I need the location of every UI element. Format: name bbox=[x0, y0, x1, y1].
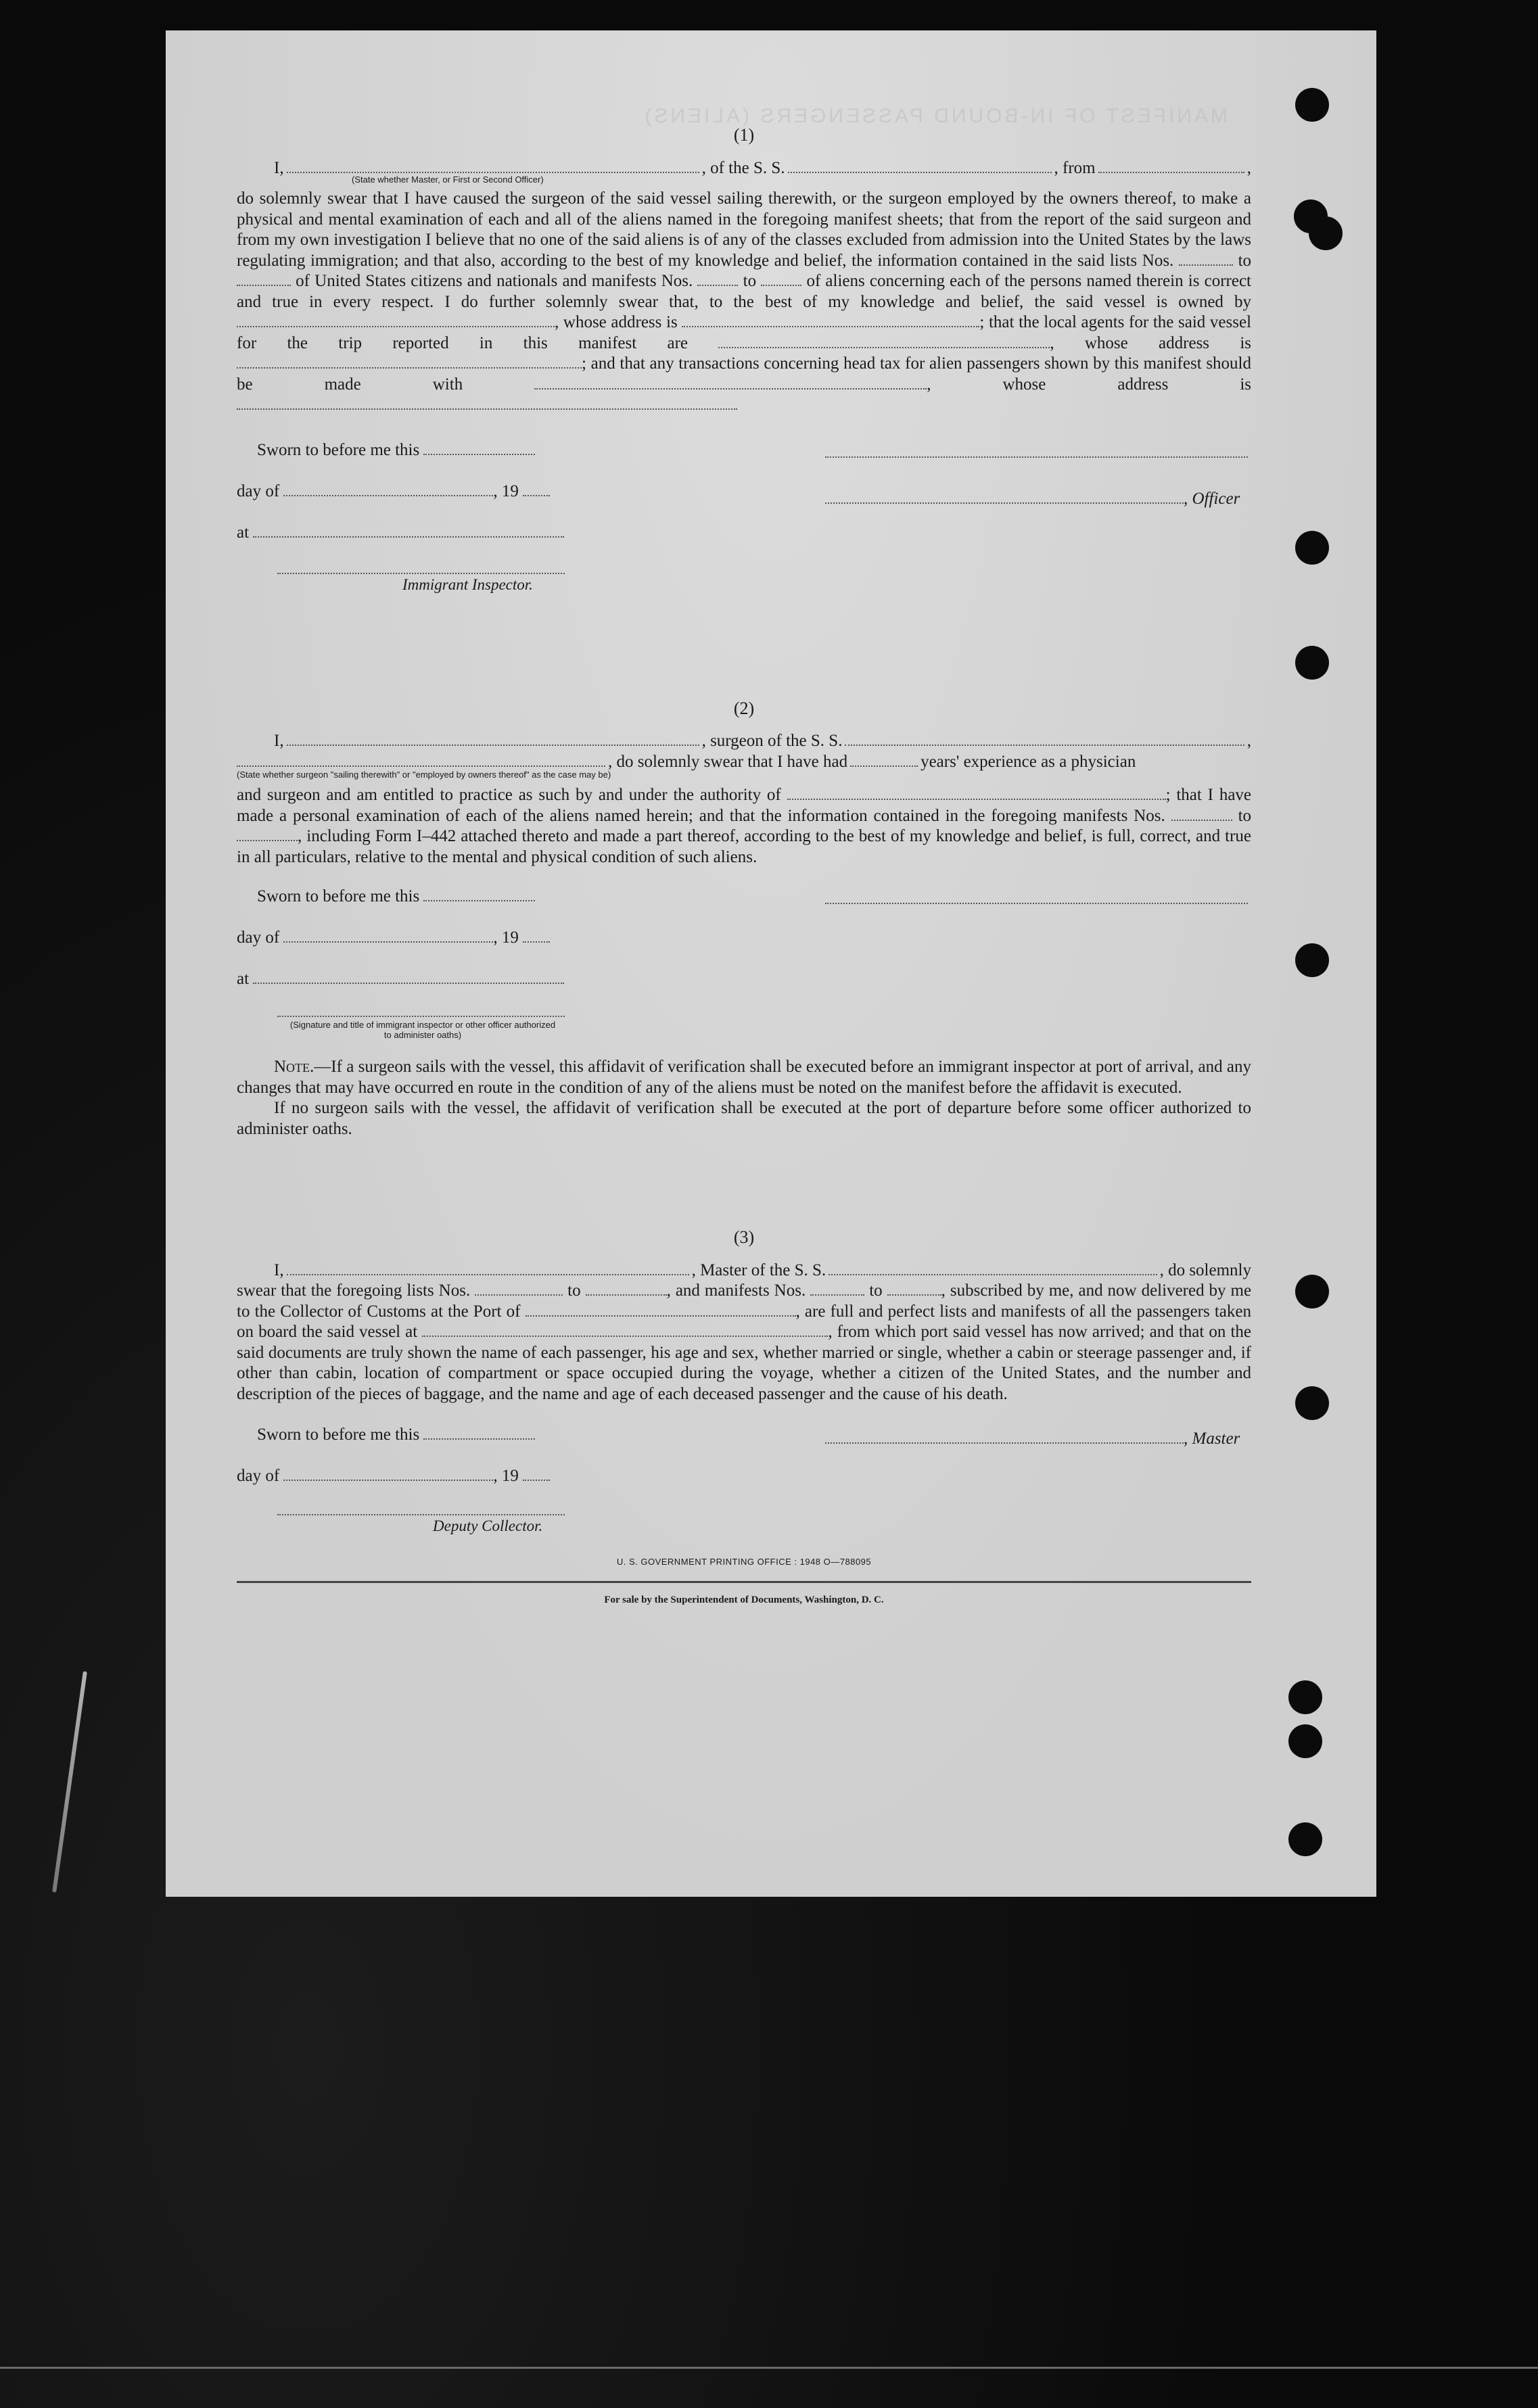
text: , Master bbox=[1184, 1430, 1240, 1448]
sworn-date-field[interactable] bbox=[423, 442, 535, 455]
officer-name-field[interactable] bbox=[825, 490, 1184, 504]
inspector-signature-line[interactable] bbox=[277, 570, 565, 574]
text: , from which bbox=[828, 1323, 916, 1341]
note-label: Note. bbox=[274, 1058, 314, 1076]
vessel-name-field[interactable] bbox=[845, 732, 1244, 746]
owner-field[interactable] bbox=[237, 314, 555, 327]
manifest-no-to-field[interactable] bbox=[887, 1282, 941, 1296]
form-content bbox=[237, 125, 1251, 1610]
text: to bbox=[567, 1281, 581, 1300]
section2-body bbox=[237, 785, 1251, 868]
sworn-date-field[interactable] bbox=[423, 1426, 535, 1440]
local-agents-field[interactable] bbox=[718, 335, 1050, 348]
list-no-to-field[interactable] bbox=[586, 1282, 667, 1296]
section1-body bbox=[237, 189, 1251, 416]
text: , do solemnly bbox=[1159, 1260, 1251, 1279]
binder-hole bbox=[1295, 1386, 1329, 1420]
text: ; and that any transactions concerning head tax for alien passengers shown by this manifest should be made with bbox=[237, 354, 1251, 394]
text: Sworn to before me this bbox=[257, 440, 420, 459]
binder-hole bbox=[1295, 531, 1329, 565]
text: , bbox=[1246, 158, 1251, 177]
section-number: (3) bbox=[733, 1227, 755, 1247]
list-no-from-field[interactable] bbox=[475, 1282, 563, 1296]
text: , whose address is bbox=[927, 375, 1252, 394]
binder-hole bbox=[1288, 1724, 1322, 1758]
surgeon-name-field[interactable] bbox=[287, 732, 699, 746]
text: , 19 bbox=[493, 1467, 519, 1485]
port-field[interactable] bbox=[526, 1303, 796, 1317]
sworn-line bbox=[257, 440, 535, 461]
text: , including Form I–442 attached thereto and made a part thereof, according to the best of my knowledge and belief, is full, correct, and true in all particulars, relative to the mental and physical condition of such aliens. bbox=[237, 827, 1251, 866]
text: years' experience as a physician bbox=[921, 752, 1136, 771]
surgeon-signature-line[interactable] bbox=[825, 900, 1248, 904]
day-of-line bbox=[237, 928, 550, 949]
embark-port-field[interactable] bbox=[422, 1323, 828, 1337]
years-experience-field[interactable] bbox=[850, 753, 918, 767]
text: port said vessel has now arrived; and that on the said documents are truly shown the name of each passenger, his age and sex, whether married or single, whether a cabin or steerage passenger and, if other than cabin, location of compartment or space occupied during the voyage, whether a citizen of the United States, and the number and description of the pieces of baggage, and the name and age of each deceased passenger and the cause of his death. bbox=[237, 1323, 1252, 1403]
agents-address-field[interactable] bbox=[237, 355, 582, 369]
departure-port-field[interactable] bbox=[1098, 160, 1244, 173]
binder-hole bbox=[1295, 943, 1329, 977]
master-name-field[interactable] bbox=[287, 1262, 689, 1275]
list-no-to-field[interactable] bbox=[237, 273, 291, 286]
note-paragraph: If no surgeon sails with the vessel, the affidavit of verification shall be executed at the port of departure before some officer authorized to administer oaths. bbox=[237, 1099, 1251, 1138]
field-caption: (State whether Master, or First or Second Officer) bbox=[352, 174, 544, 185]
text: to bbox=[743, 272, 757, 290]
section1-jurat bbox=[237, 435, 1251, 604]
text: , 19 bbox=[493, 481, 519, 500]
text: at bbox=[237, 970, 250, 988]
at-line bbox=[237, 523, 564, 544]
text: , subscribed by me, and now bbox=[941, 1281, 1137, 1300]
text: , are full and perfect lists and bbox=[795, 1302, 996, 1321]
text: whose address is bbox=[1084, 333, 1252, 352]
binder-hole bbox=[1309, 216, 1343, 250]
text: to bbox=[869, 1281, 883, 1300]
master-signature-line bbox=[825, 1429, 1240, 1450]
text: , bbox=[1246, 732, 1251, 750]
text: at bbox=[237, 523, 250, 542]
inspector-signature-line[interactable] bbox=[277, 1013, 565, 1017]
section2-oath-line bbox=[237, 731, 1251, 752]
bleed-through-text: MANIFEST OF IN-BOUND PASSENGERS (ALIENS) bbox=[642, 105, 1228, 127]
vessel-name-field[interactable] bbox=[829, 1262, 1157, 1275]
text: Sworn to before me this bbox=[257, 1425, 420, 1444]
text: , surgeon of the S. S. bbox=[701, 732, 843, 750]
text: day of bbox=[237, 481, 280, 500]
footer-rule bbox=[237, 1581, 1251, 1583]
sale-notice: For sale by the Superintendent of Documents, Washington, D. C. bbox=[604, 1594, 884, 1605]
month-field[interactable] bbox=[283, 483, 493, 496]
text: day of bbox=[237, 1467, 280, 1485]
text: ; bbox=[1165, 786, 1171, 804]
text: I, bbox=[274, 158, 284, 177]
place-field[interactable] bbox=[253, 970, 564, 984]
month-field[interactable] bbox=[283, 1467, 493, 1481]
text: of aliens concerning each of the persons named therein is correct and true in every respect. I do further solemnly swear that, to the best of my knowledge and belief, the said vessel is owned by bbox=[237, 272, 1251, 311]
binder-hole bbox=[1295, 88, 1329, 122]
section2-jurat bbox=[237, 881, 1251, 1077]
text: and surgeon and am entitled to practice as such by and under the authority of bbox=[237, 786, 781, 804]
officer-signature-line[interactable] bbox=[825, 454, 1248, 458]
text: that I have made a personal examination of each of the aliens named herein; and that the information contained in the foregoing manifests Nos. bbox=[237, 786, 1252, 825]
signature-caption: (Signature and title of immigrant inspector or other officer authorized to administer oaths) bbox=[289, 1020, 556, 1040]
officer-rank-field[interactable] bbox=[287, 160, 699, 173]
section3-oath-line bbox=[237, 1260, 1251, 1281]
manifest-no-to-field[interactable] bbox=[761, 273, 801, 286]
authority-field[interactable] bbox=[787, 786, 1166, 800]
inspector-caption: Immigrant Inspector. bbox=[402, 575, 533, 593]
surgeon-status-field[interactable] bbox=[237, 753, 605, 767]
section-number: (1) bbox=[733, 125, 755, 145]
text: —If a surgeon sails with the vessel, this affidavit of verification shall be executed before an immigrant inspector at port of arrival, and any changes that may have occurred en route in the condition of any of the aliens must be noted on the manifest before the affidavit is executed. bbox=[237, 1058, 1251, 1097]
month-field[interactable] bbox=[283, 929, 493, 943]
text: to bbox=[1238, 806, 1252, 825]
section-number: (2) bbox=[733, 698, 755, 718]
binder-hole bbox=[1295, 1275, 1329, 1308]
manifest-no-from-field[interactable] bbox=[697, 273, 738, 286]
text: to bbox=[1238, 251, 1252, 270]
day-of-line bbox=[237, 1466, 550, 1487]
master-signature-field[interactable] bbox=[825, 1430, 1184, 1444]
text: I, bbox=[274, 1260, 284, 1279]
section3-body bbox=[237, 1281, 1251, 1404]
year-field[interactable] bbox=[523, 483, 550, 496]
text: , do solemnly swear that I have had bbox=[608, 752, 848, 771]
text: do solemnly swear that I have caused the surgeon of the said vessel sailing therewith, or the surgeon employed by the owners thereof, to make a physical and mental examination of each and all of the aliens named in the foregoing manifest sheets; that from the report of the said surgeon and from my own investigation I believe that no one of the said aliens is of any of the classes excluded from admission into the United States by the laws regulating immigration; and that also, according to the best of my knowledge and belief, the information contained in the said lists Nos. bbox=[237, 189, 1251, 270]
text: , bbox=[1050, 333, 1054, 352]
year-field[interactable] bbox=[523, 1467, 550, 1481]
binder-hole bbox=[1288, 1822, 1322, 1856]
text: ; bbox=[979, 313, 985, 331]
text: , Master of the S. S. bbox=[691, 1260, 826, 1279]
text: , Officer bbox=[1184, 489, 1240, 508]
head-tax-contact-field[interactable] bbox=[534, 376, 927, 389]
collector-signature-line[interactable] bbox=[277, 1511, 565, 1515]
text: delivered by me to the Collector of Customs at the Port of bbox=[237, 1281, 1252, 1321]
day-of-line bbox=[237, 481, 550, 502]
manifest-no-from-field[interactable] bbox=[1171, 807, 1232, 821]
text: , from bbox=[1054, 158, 1096, 177]
text: , and manifests Nos. bbox=[666, 1281, 806, 1300]
vessel-name-field[interactable] bbox=[788, 160, 1052, 173]
scan-edge-line bbox=[0, 2367, 1538, 2369]
text: that the local agents for the said vessel for the trip reported in this manifest are bbox=[237, 313, 1252, 352]
binder-hole bbox=[1295, 646, 1329, 680]
text: of United States citizens and nationals and manifests Nos. bbox=[296, 272, 693, 290]
manifest-no-from-field[interactable] bbox=[810, 1282, 864, 1296]
sworn-date-field[interactable] bbox=[423, 888, 535, 901]
collector-caption: Deputy Collector. bbox=[433, 1517, 543, 1534]
place-field[interactable] bbox=[253, 524, 564, 538]
section3-jurat bbox=[237, 1419, 1251, 1555]
text: , 19 bbox=[493, 928, 519, 947]
year-field[interactable] bbox=[523, 929, 550, 943]
text: Sworn to before me this bbox=[257, 887, 420, 905]
text: manifests of all the passengers taken on board the said vessel at bbox=[237, 1302, 1252, 1341]
at-line bbox=[237, 969, 564, 990]
printing-office-line: U. S. GOVERNMENT PRINTING OFFICE : 1948 O—788095 bbox=[616, 1557, 872, 1567]
officer-title-line bbox=[825, 489, 1240, 510]
list-no-from-field[interactable] bbox=[1179, 252, 1233, 266]
head-tax-address-field[interactable] bbox=[237, 396, 737, 410]
field-caption: (State whether surgeon "sailing therewith" or "employed by owners thereof" as the case may be) bbox=[237, 770, 611, 780]
text: , whose address is bbox=[555, 313, 678, 331]
text: day of bbox=[237, 928, 280, 947]
binder-hole bbox=[1288, 1680, 1322, 1714]
sworn-line bbox=[257, 1425, 535, 1446]
text: swear that the foregoing lists Nos. bbox=[237, 1281, 471, 1300]
owner-address-field[interactable] bbox=[682, 314, 979, 327]
manifest-no-to-field[interactable] bbox=[237, 828, 298, 841]
form-page bbox=[166, 30, 1376, 1897]
text: I, bbox=[274, 732, 284, 750]
text: , of the S. S. bbox=[701, 158, 785, 177]
sworn-line bbox=[257, 887, 535, 907]
